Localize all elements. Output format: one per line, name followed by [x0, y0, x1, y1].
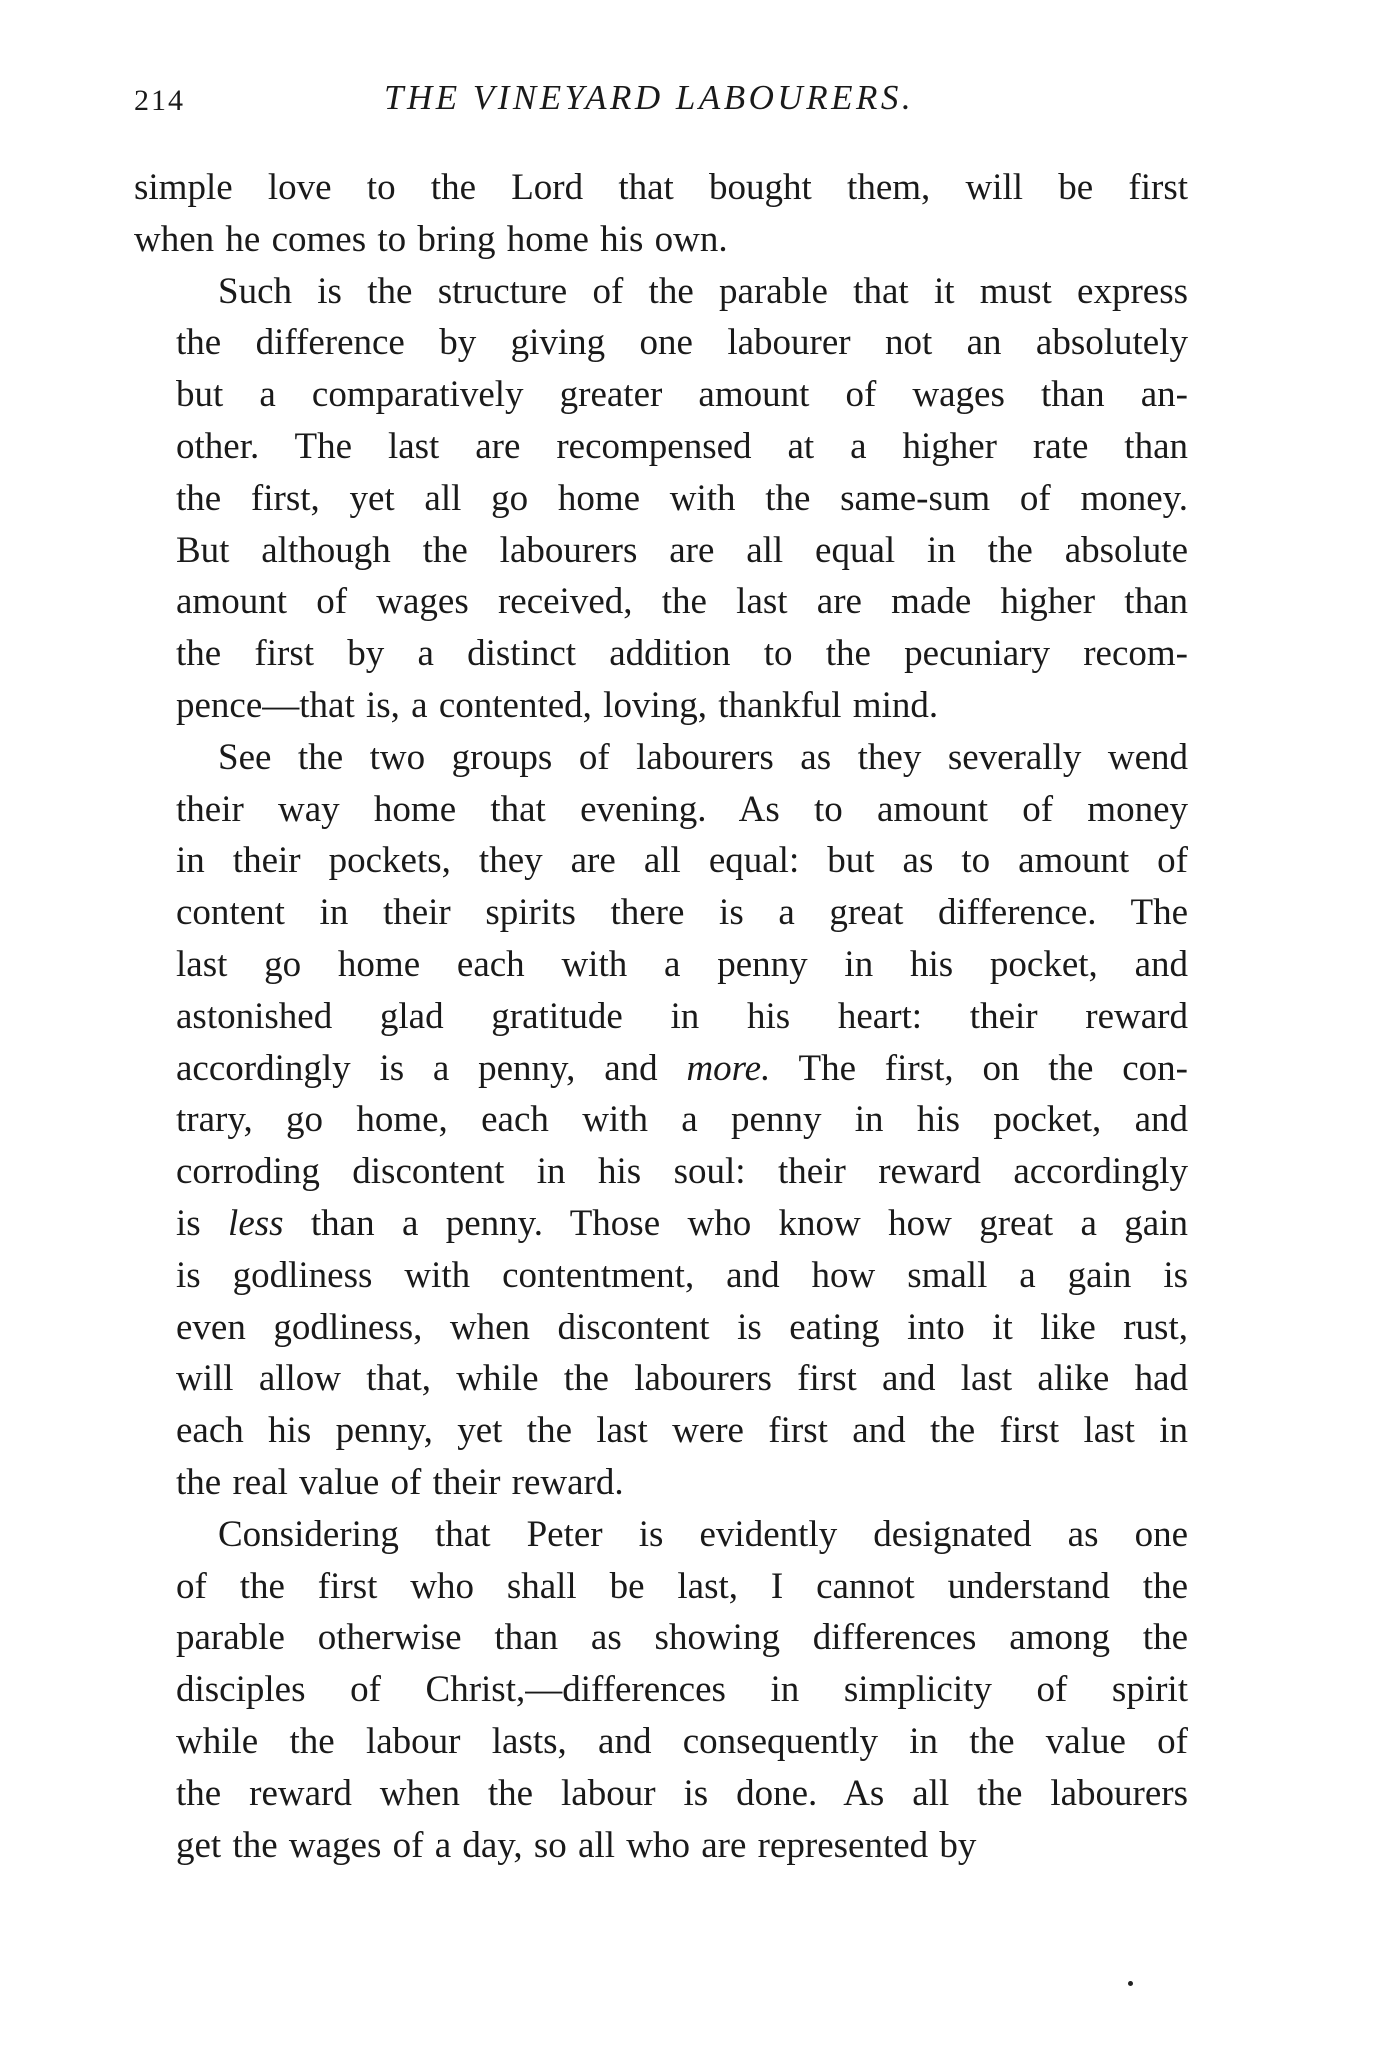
- text-line: Considering that Peter is evidently designated as one: [218, 1513, 1188, 1555]
- text-line: corroding discontent in his soul: their reward accordingly: [176, 1151, 1188, 1193]
- text-line: even godliness, when discontent is eating into it like rust,: [176, 1306, 1188, 1348]
- text-line: in their pockets, they are all equal: but as to amount of: [176, 840, 1188, 882]
- page-header: [134, 78, 1188, 128]
- text-line: each his penny, yet the last were first and the first last in: [176, 1410, 1188, 1452]
- text-line: is less than a penny. Those who know how great a gain: [176, 1202, 1188, 1244]
- text-line: Such is the structure of the parable that it must express: [218, 270, 1188, 312]
- body-text: [134, 162, 1188, 1871]
- text-line: but a comparatively greater amount of wages than an-: [176, 374, 1188, 416]
- text-line: last go home each with a penny in his pocket, and: [176, 943, 1188, 985]
- text-line: trary, go home, each with a penny in his pocket, and: [176, 1099, 1188, 1141]
- text-line: See the two groups of labourers as they severally wend: [218, 736, 1188, 778]
- text-line: simple love to the Lord that bought them, will be first: [134, 167, 1188, 208]
- text-line: disciples of Christ,—differences in simplicity of spirit: [176, 1669, 1188, 1711]
- text-line: the real value of their reward.: [176, 1461, 624, 1503]
- text-line: the difference by giving one labourer not an absolutely: [176, 322, 1188, 364]
- text-line: But although the labourers are all equal in the absolute: [176, 529, 1188, 571]
- text-line: the first, yet all go home with the same-sum of money.: [176, 477, 1188, 519]
- text-line: accordingly is a penny, and more. The first, on the con-: [176, 1047, 1188, 1089]
- text-line: parable otherwise than as showing differences among the: [176, 1617, 1188, 1659]
- text-line: amount of wages received, the last are made higher than: [176, 581, 1188, 623]
- text-line: their way home that evening. As to amount of money: [176, 788, 1188, 830]
- text-line: astonished glad gratitude in his heart: their reward: [176, 995, 1188, 1037]
- paragraph: [134, 162, 1188, 266]
- text-line: the reward when the labour is done. As all the labourers: [176, 1772, 1188, 1814]
- text-line: other. The last are recompensed at a higher rate than: [176, 425, 1188, 467]
- text-line: get the wages of a day, so all who are represented by: [176, 1824, 977, 1866]
- text-line: of the first who shall be last, I cannot understand the: [176, 1565, 1188, 1607]
- page-number: 214: [134, 84, 185, 117]
- paragraph: [134, 732, 1188, 1509]
- running-title: THE VINEYARD LABOURERS.: [384, 78, 915, 117]
- text-line: when he comes to bring home his own.: [134, 218, 728, 260]
- text-line: content in their spirits there is a great difference. The: [176, 892, 1188, 934]
- text-line: pence—that is, a contented, loving, thankful mind.: [176, 684, 939, 726]
- text-line: the first by a distinct addition to the pecuniary recom-: [176, 633, 1188, 675]
- text-line: while the labour lasts, and consequently in the value of: [176, 1720, 1188, 1762]
- paragraph: [134, 266, 1188, 732]
- text-line: will allow that, while the labourers first and last alike had: [176, 1358, 1188, 1400]
- text-line: is godliness with contentment, and how small a gain is: [176, 1254, 1188, 1296]
- paragraph: [134, 1509, 1188, 1872]
- ink-speck: [1128, 1981, 1133, 1986]
